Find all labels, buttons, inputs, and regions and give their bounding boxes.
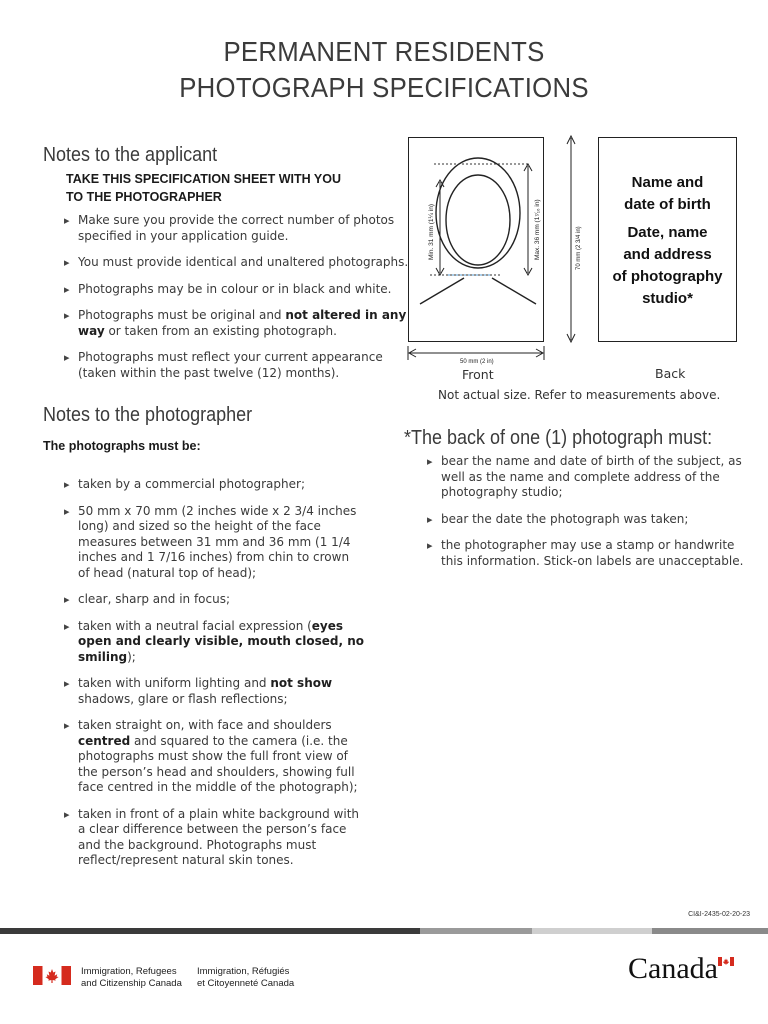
footer-bar-end <box>652 928 768 934</box>
back-label: Back <box>655 366 686 381</box>
applicant-bullet: ▸ Photographs must reflect your current appearance (taken within the past twelve (12) months). <box>64 350 409 381</box>
form-code: CI&I-2435-02-20-23 <box>688 911 750 918</box>
page-title-line1: PERMANENT RESIDENTS <box>223 36 545 67</box>
instruction-line1: TAKE THIS SPECIFICATION SHEET WITH YOU <box>66 172 342 186</box>
min-label: Min. 31 mm (1¼ in) <box>428 204 435 260</box>
width-label: 50 mm (2 in) <box>460 359 494 365</box>
shoulder-right <box>492 278 536 304</box>
front-photo-diagram <box>400 130 590 370</box>
applicant-bullet: ▸ Photographs may be in colour or in black and white. <box>64 282 409 298</box>
back-studio-label: Date, name and address of photography studio* <box>612 224 723 307</box>
agency-name-en: Immigration, Refugees and Citizenship Canada <box>81 966 182 989</box>
head-outline-min <box>446 175 510 265</box>
applicant-bullet: ▸ Photographs must be original and not altered in any way or taken from an existing photograph. <box>64 308 409 339</box>
applicant-instruction <box>66 170 341 206</box>
photographer-bullet: ▸ taken by a commercial photographer; <box>64 477 364 493</box>
footer-bar-dark <box>0 928 420 934</box>
canada-wordmark: Canada <box>628 952 718 985</box>
applicant-bullet: ▸ You must provide identical and unaltered photographs. <box>64 255 409 271</box>
photographer-subheading: The photographs must be: <box>43 439 201 453</box>
back-section-heading: *The back of one (1) photograph must: <box>404 427 713 449</box>
shoulder-left <box>420 278 464 304</box>
footer-bar-mid <box>420 928 532 934</box>
back-photo-frame <box>598 137 737 342</box>
canada-flag-icon <box>33 966 71 985</box>
back-bullet: ▸ the photographer may use a stamp or handwrite this information. Stick-on labels are unacceptable. <box>427 538 752 569</box>
back-name-label: Name and date of birth <box>624 174 711 213</box>
photographer-bullet: ▸ clear, sharp and in focus; <box>64 592 364 608</box>
photographer-bullet: ▸ taken with uniform lighting and not show shadows, glare or flash reflections; <box>64 676 364 707</box>
height-label: 70 mm (2 3/4 in) <box>576 226 582 270</box>
wordmark-flag-icon <box>718 957 734 966</box>
photographer-bullet: ▸ taken with a neutral facial expression (eyes open and clearly visible, mouth closed, no smiling); <box>64 619 364 666</box>
back-section-bullets <box>427 454 752 580</box>
back-bullet: ▸ bear the date the photograph was taken; <box>427 512 752 528</box>
photographer-heading: Notes to the photographer <box>43 404 253 426</box>
applicant-heading: Notes to the applicant <box>43 144 218 166</box>
applicant-bullet: ▸ Make sure you provide the correct number of photos specified in your application guide. <box>64 213 409 244</box>
photographer-bullet: ▸ taken straight on, with face and shoulders centred and squared to the camera (i.e. the photographs must show the full front view of the person’s head and shoulders, showing full face centred in the middle of the photograph); <box>64 718 364 796</box>
applicant-bullets <box>64 213 409 392</box>
photographer-bullet: ▸ 50 mm x 70 mm (2 inches wide x 2 3/4 inches long) and sized so the height of the face measures between 31 mm and 36 mm (1 1/4 inches and 1 7/16 inches) from chin to crown of head (natural top of head); <box>64 504 364 582</box>
photographer-bullet: ▸ taken in front of a plain white background with a clear difference between the person’s face and the background. Photographs must reflect/represent natural skin tones. <box>64 807 364 869</box>
instruction-line2: TO THE PHOTOGRAPHER <box>66 190 222 204</box>
back-bullet: ▸ bear the name and date of birth of the subject, as well as the name and complete address of the photography studio; <box>427 454 752 501</box>
size-note: Not actual size. Refer to measurements above. <box>438 388 721 402</box>
photographer-bullets <box>64 477 364 880</box>
page-title-line2: PHOTOGRAPH SPECIFICATIONS <box>179 72 589 103</box>
max-label: Max. 36 mm (1⁷⁄₁₆ in) <box>534 199 541 260</box>
front-label: Front <box>462 367 494 382</box>
footer-bar-light <box>532 928 652 934</box>
agency-name-fr: Immigration, Réfugiés et Citoyenneté Canada <box>197 966 295 989</box>
